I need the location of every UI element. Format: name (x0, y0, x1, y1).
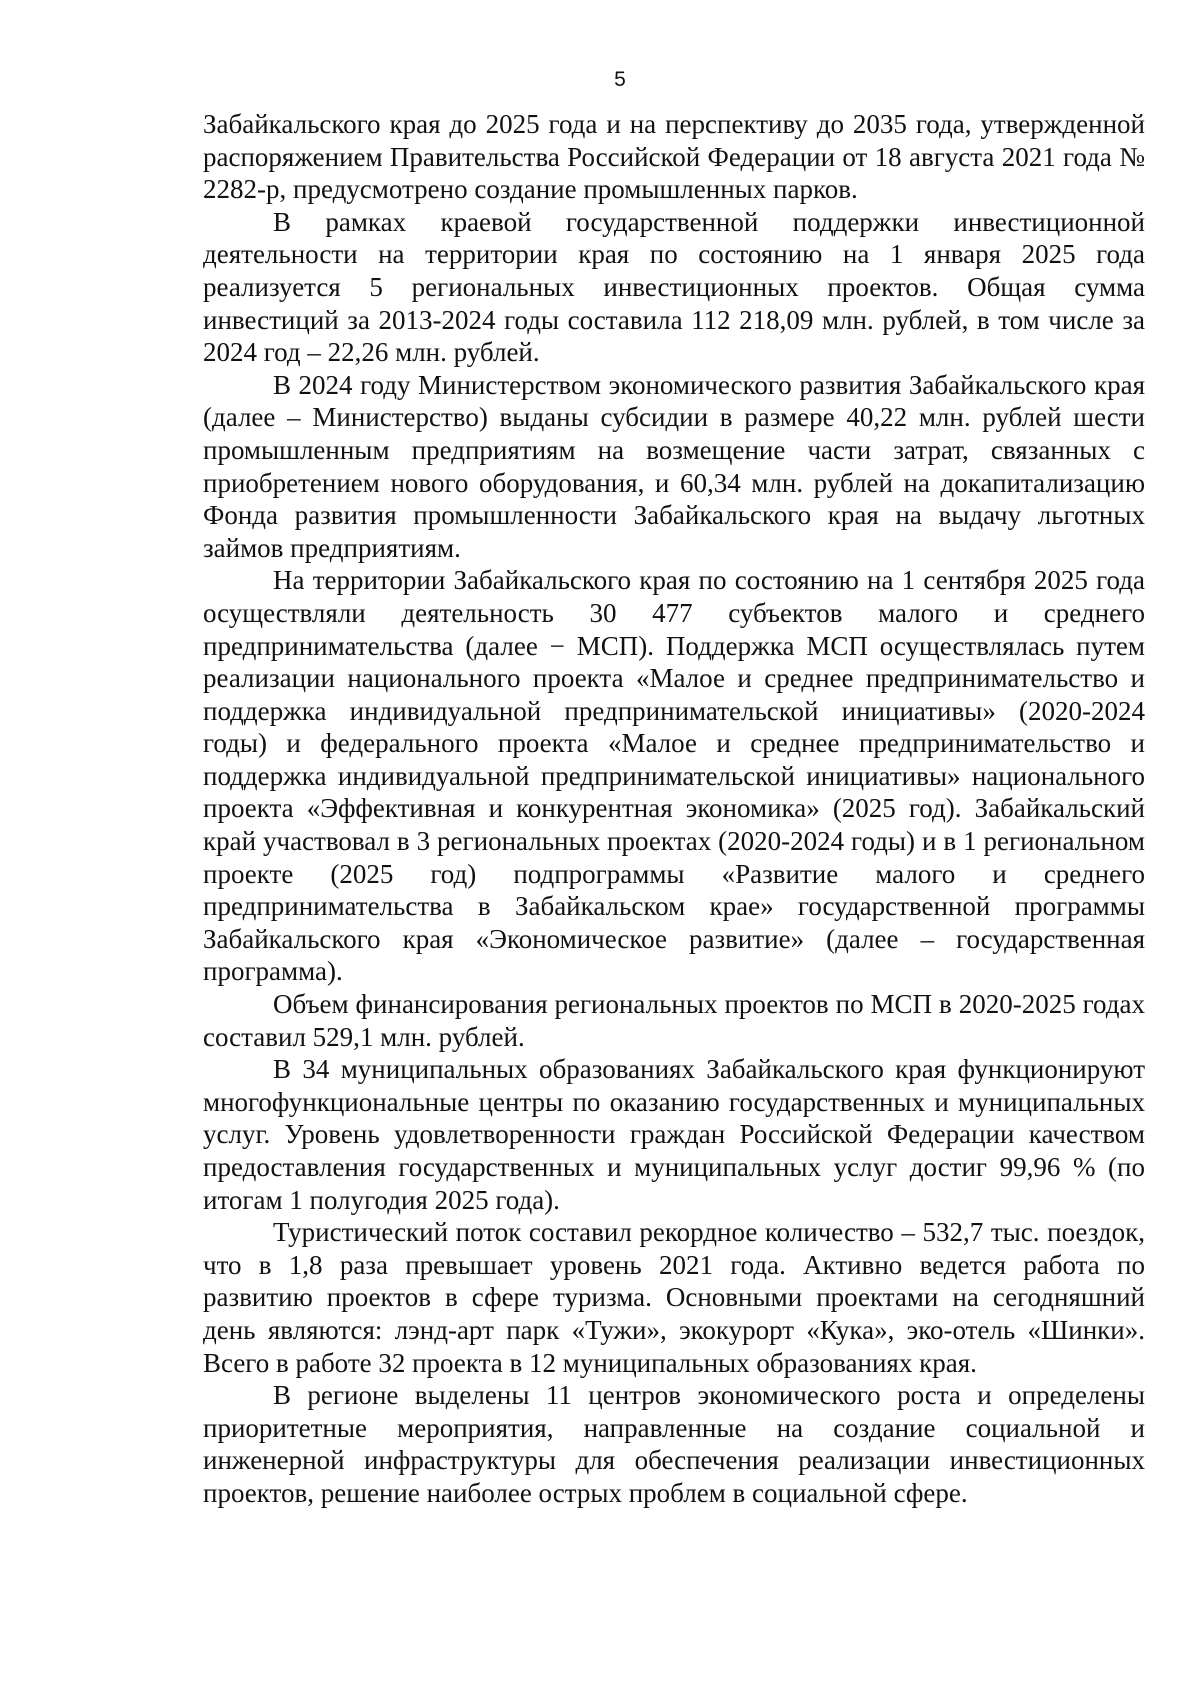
paragraph-tourism: Туристический поток составил рекордное количество – 532,7 тыс. поездок, что в 1,8 раза превышает уровень 2021 года. Активно ведется работа по развитию проектов в сфере туризма. Основными проектами на сегодняшний день являются: лэнд-арт парк «Тужи», экокурорт «Кука», эко-отель «Шинки». Всего в работе 32 проекта в 12 муниципальных образованиях края. (203, 1217, 1145, 1378)
paragraph-msp-financing: Объем финансирования региональных проектов по МСП в 2020-2025 годах составил 529,1 млн. рублей. (203, 989, 1145, 1052)
page-number: 5 (614, 68, 626, 91)
paragraph-investment-support: В рамках краевой государственной поддержки инвестиционной деятельности на территории края по состоянию на 1 января 2025 года реализуется 5 региональных инвестиционных проектов. Общая сумма инвестиций за 2013-2024 годы составила 112 218,09 млн. рублей, в том числе за 2024 год – 22,26 млн. рублей. (203, 206, 1145, 368)
paragraph-continuation: Забайкальского края до 2025 года и на перспективу до 2035 года, утвержденной распоряжением Правительства Российской Федерации от 18 августа 2021 года № 2282-р, предусмотрено создание промышленных парков. (203, 109, 1145, 205)
paragraph-ministry-subsidies: В 2024 году Министерством экономического развития Забайкальского края (далее – Министерство) выданы субсидии в размере 40,22 млн. рублей шести промышленным предприятиям на возмещение части затрат, связанных с приобретением нового оборудования, и 60,34 млн. рублей на докапитализацию Фонда развития промышленности Забайкальского края на выдачу льготных займов предприятиям. (203, 369, 1145, 563)
paragraph-msp-support: На территории Забайкальского края по состоянию на 1 сентября 2025 года осуществляли деятельность 30 477 субъектов малого и среднего предпринимательства (далее − МСП). Поддержка МСП осуществлялась путем реализации национального проекта «Малое и среднее предпринимательство и поддержка индивидуальной предпринимательской инициативы» (2020-2024 годы) и федерального проекта «Малое и среднее предпринимательство и поддержка индивидуальной предпринимательской инициативы» национального проекта «Эффективная и конкурентная экономика» (2025 год). Забайкальский край участвовал в 3 региональных проектах (2020-2024 годы) и в 1 региональном проекте (2025 год) подпрограммы «Развитие малого и среднего предпринимательства в Забайкальском крае» государственной программы Забайкальского края «Экономическое развитие» (далее – государственная программа). (203, 565, 1145, 987)
document-body (203, 108, 1145, 1510)
paragraph-growth-centers: В регионе выделены 11 центров экономического роста и определены приоритетные мероприятия, направленные на создание социальной и инженерной инфраструктуры для обеспечения реализации инвестиционных проектов, решение наиболее острых проблем в социальной сфере. (203, 1380, 1145, 1508)
paragraph-mfc-centers: В 34 муниципальных образованиях Забайкальского края функционируют многофункциональные центры по оказанию государственных и муниципальных услуг. Уровень удовлетворенности граждан Российской Федерации качеством предоставления государственных и муниципальных услуг достиг 99,96 % (по итогам 1 полугодия 2025 года). (203, 1054, 1145, 1215)
